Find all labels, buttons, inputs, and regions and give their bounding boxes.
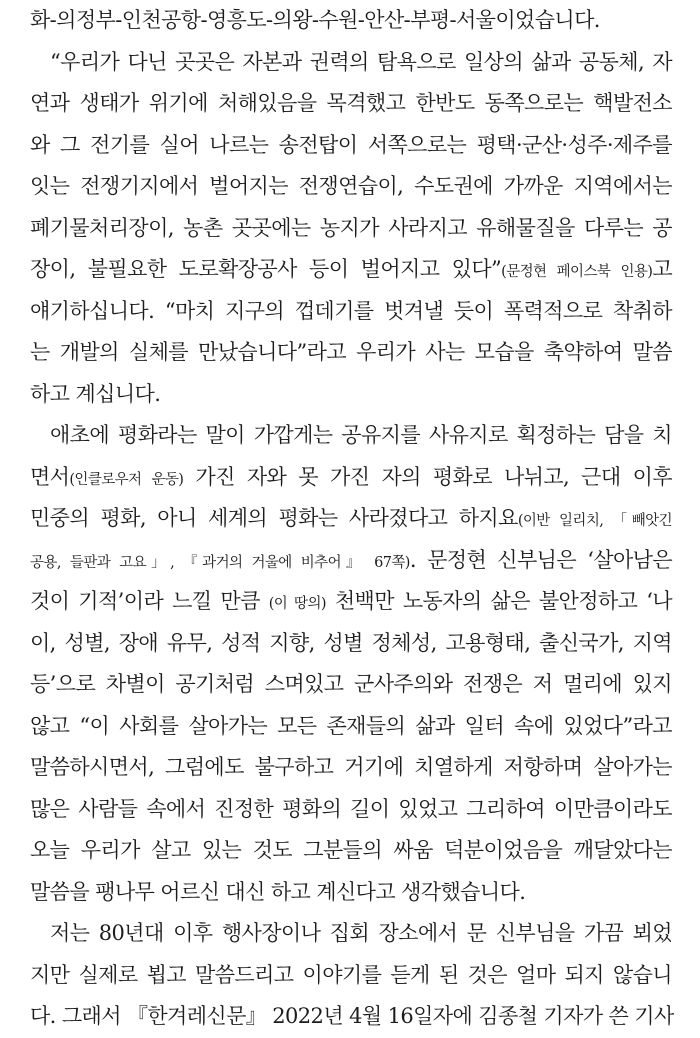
- text-line: [30, 332, 672, 374]
- text-line: [30, 913, 672, 955]
- text-segment: “우리가 다닌 곳곳은 자본과 권력의 탐욕으로 일상의 삶과 공동체, 자: [50, 49, 672, 74]
- text-line: [30, 208, 672, 250]
- paragraph-quote-facebook: [30, 42, 672, 416]
- document-page: [30, 0, 672, 1038]
- text-segment: 연과 생태가 위기에 처해있음을 목격했고 한반도 동쪽으로는 핵발전소: [30, 91, 672, 115]
- text-line: [30, 540, 672, 582]
- text-segment: 잇는 전쟁기지에서 벌어지는 전쟁연습이, 수도권에 가까운 지역에서는: [30, 174, 672, 198]
- annotation-this-land: (이 땅의): [268, 596, 326, 612]
- text-segment: . 문정현 신부님은 ‘살아남은: [409, 547, 673, 572]
- citation-illich: (이반 일리치, 「빼앗긴: [517, 513, 672, 529]
- text-line: [30, 291, 672, 333]
- paragraph-meeting-father-moon: [30, 913, 672, 1038]
- text-line: [30, 83, 672, 125]
- text-line: [30, 125, 672, 167]
- text-line: [30, 706, 672, 748]
- text-line: [30, 789, 672, 831]
- citation-facebook: (문정현 페이스북 인용): [501, 264, 653, 280]
- text-segment: 않고 “이 사회를 살아가는 모든 존재들의 삶과 일터 속에 있었다”라고: [30, 713, 672, 738]
- text-line: [30, 415, 672, 457]
- text-segment: 이, 성별, 장애 유무, 성적 지향, 성별 정체성, 고용형태, 출신국가, 지역: [30, 630, 672, 655]
- text-line: [30, 0, 672, 42]
- text-segment: 는 개발의 실체를 만났습니다”라고 우리가 사는 모습을 축약하여 말씀: [30, 340, 672, 364]
- paragraph-route-continuation: [30, 0, 672, 42]
- text-line: [30, 996, 672, 1038]
- text-line: [30, 872, 672, 914]
- text-segment: 말씀하시면서, 그럼에도 불구하고 거기에 치열하게 저항하며 살아가는: [30, 755, 672, 779]
- text-line: [30, 374, 672, 416]
- text-line: [30, 955, 672, 997]
- text-line: [30, 498, 672, 540]
- annotation-enclosure: (인클로우저 운동): [69, 471, 184, 488]
- text-segment: 민중의 평화, 아니 세계의 평화는 사라졌다고 하지요: [30, 506, 518, 530]
- text-segment: 폐기물처리장이, 농촌 곳곳에는 농지가 사라지고 유해물질을 다루는 공: [30, 215, 672, 240]
- text-segment: 천백만 노동자의 삶은 불안정하고 ‘나: [325, 589, 672, 613]
- text-line: [30, 664, 672, 706]
- citation-illich-cont: 공용, 들판과 고요」, 『과거의 거울에 비추어』 67쪽): [30, 554, 410, 571]
- text-segment: 말씀을 팽나무 어르신 대신 하고 계신다고 생각했습니다.: [30, 879, 526, 904]
- text-line: [30, 581, 672, 623]
- text-segment: 오늘 우리가 살고 있는 것도 그분들의 싸움 덕분이었음을 깨달았다는: [30, 838, 672, 862]
- text-line: [30, 249, 672, 291]
- text-line: [30, 42, 672, 84]
- paragraph-enclosure-peace: [30, 415, 672, 913]
- text-segment: 와 그 전기를 실어 나르는 송전탑이 서쪽으로는 평택·군산·성주·제주를: [30, 132, 672, 157]
- text-segment: 지만 실제로 뵙고 말씀드리고 이야기를 듣게 된 것은 얼마 되지 않습니: [30, 962, 672, 987]
- text-segment: 등’으로 차별이 공기처럼 스며있고 군사주의와 전쟁은 저 멀리에 있지: [30, 672, 672, 696]
- text-segment: 화-의정부-인천공항-영흥도-의왕-수원-안산-부평-서울이었습니다.: [30, 8, 600, 32]
- text-segment: 면서: [30, 464, 70, 489]
- text-segment: 고: [652, 257, 672, 281]
- text-segment: 가진 자와 못 가진 자의 평화로 나뉘고, 근대 이후: [183, 464, 672, 489]
- text-segment: 애초에 평화라는 말이 가깝게는 공유지를 사유지로 획정하는 담을 치: [50, 423, 672, 447]
- text-line: [30, 457, 672, 499]
- text-segment: 것이 기적’이라 느낄 만큼: [30, 589, 269, 613]
- text-segment: 얘기하십니다. “마치 지구의 껍데기를 벗겨낼 듯이 폭력적으로 착취하: [30, 298, 672, 323]
- text-segment: 다. 그래서 『한겨레신문』 2022년 4월 16일자에 김종철 기자가 쓴 기사: [30, 1004, 674, 1028]
- text-segment: 저는 80년대 이후 행사장이나 집회 장소에서 문 신부님을 가끔 뵈었: [50, 921, 672, 945]
- text-segment: 장이, 불필요한 도로확장공사 등이 벌어지고 있다”: [30, 257, 502, 281]
- text-line: [30, 623, 672, 665]
- text-line: [30, 747, 672, 789]
- text-line: [30, 830, 672, 872]
- text-segment: 하고 계십니다.: [30, 381, 161, 406]
- text-line: [30, 166, 672, 208]
- text-segment: 많은 사람들 속에서 진정한 평화의 길이 있었고 그리하여 이만큼이라도: [30, 796, 672, 821]
